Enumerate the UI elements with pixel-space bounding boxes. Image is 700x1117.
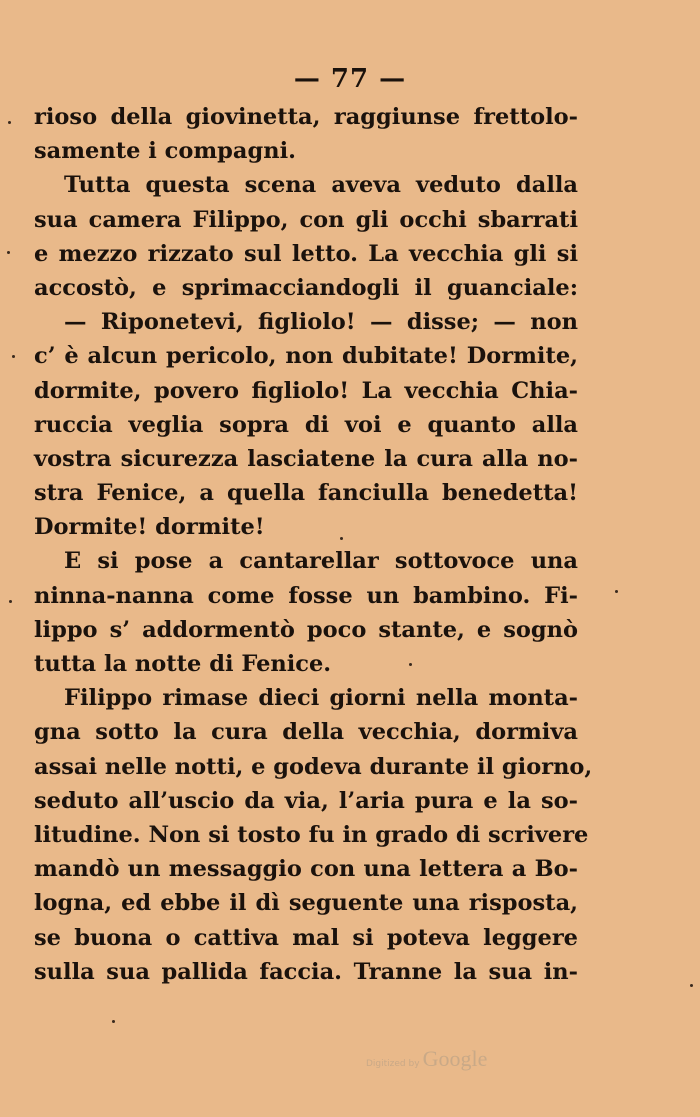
text-line: gna sotto la cura della vecchia, dormiva	[34, 719, 578, 746]
digitized-watermark	[366, 1046, 487, 1072]
margin-speck	[340, 537, 343, 540]
text-line: vostra sicurezza lasciatene la cura alla no-	[34, 445, 578, 472]
watermark-brand: Google	[422, 1046, 488, 1071]
text-line: litudine. Non si tosto fu in grado di scrivere	[34, 821, 589, 848]
text-line: — Riponetevi, figliolo! — disse; — non	[64, 309, 578, 336]
page-number: — 77 —	[293, 64, 407, 94]
text-line: c’ è alcun pericolo, non dubitate! Dormite,	[34, 343, 578, 370]
margin-speck	[615, 590, 618, 593]
text-line: e mezzo rizzato sul letto. La vecchia gli si	[34, 240, 578, 267]
margin-speck	[690, 984, 693, 987]
text-line: mandò un messaggio con una lettera a Bo-	[34, 856, 578, 883]
text-line: seduto all’uscio da via, l’aria pura e la so-	[34, 787, 578, 814]
margin-speck	[8, 121, 11, 124]
text-line: lippo s’ addormentò poco stante, e sognò	[34, 616, 578, 643]
text-line: ninna-nanna come fosse un bambino. Fi-	[34, 582, 578, 609]
text-line: logna, ed ebbe il dì seguente una risposta,	[34, 890, 578, 917]
text-line: rioso della giovinetta, raggiunse frettolo-	[34, 104, 578, 130]
text-line: se buona o cattiva mal si poteva leggere	[34, 924, 578, 951]
text-line: stra Fenice, a quella fanciulla benedetta!	[34, 480, 578, 507]
text-line: sulla sua pallida faccia. Tranne la sua in-	[34, 958, 578, 985]
margin-speck	[112, 1020, 115, 1023]
text-line: accostò, e sprimacciandogli il guanciale:	[34, 274, 578, 301]
margin-speck	[409, 663, 412, 666]
text-line: samente i compagni.	[34, 138, 296, 165]
text-line: Dormite! dormite!	[34, 514, 265, 541]
text-line: ruccia veglia sopra di voi e quanto alla	[34, 411, 578, 438]
text-line: assai nelle notti, e godeva durante il giorno,	[34, 753, 593, 780]
text-line: tutta la notte di Fenice.	[34, 651, 332, 677]
text-line: E si pose a cantarellar sottovoce una	[64, 548, 578, 575]
text-line: Filippo rimase dieci giorni nella monta-	[64, 685, 578, 712]
body-text	[34, 100, 593, 989]
text-line: sua camera Filippo, con gli occhi sbarrati	[34, 206, 578, 233]
margin-speck	[12, 355, 15, 358]
text-line: Tutta questa scena aveva veduto dalla	[64, 172, 578, 199]
text-line: dormite, povero figliolo! La vecchia Chia-	[34, 377, 578, 404]
watermark-prefix: Digitized by	[366, 1059, 420, 1069]
margin-speck	[7, 251, 10, 254]
margin-speck	[9, 600, 12, 603]
